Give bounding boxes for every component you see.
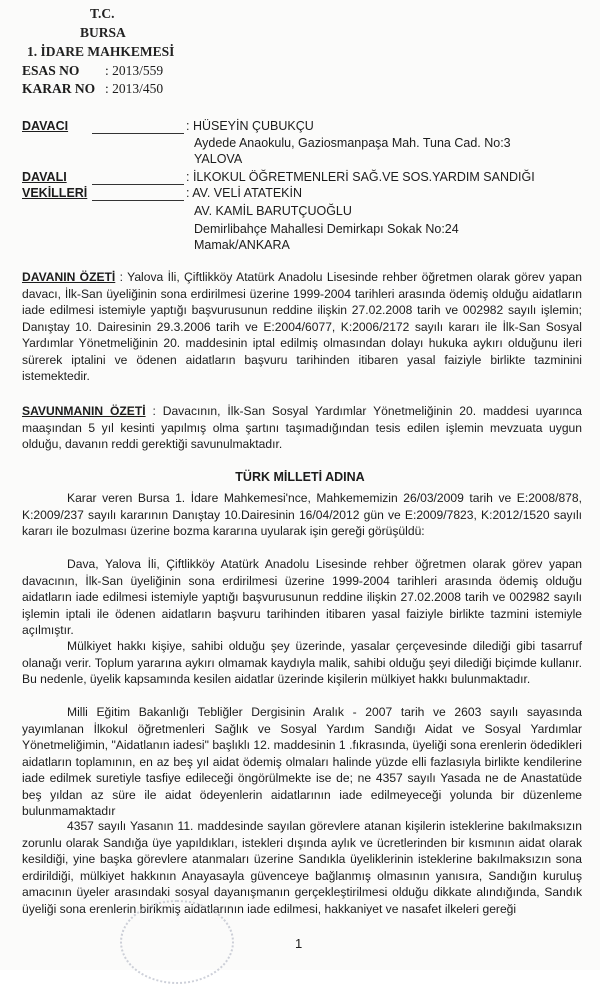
davaci-label: DAVACI [22,119,69,133]
body-paragraph-5: 4357 sayılı Yasanın 11. maddesinde sayılan görevlere atanan kişilerin isteklerine bakılmaksızın zorunlu olarak Sandığa üye yapıldıkları, istekleri dışında aylık ve ücretlerinden bir kısmının aidat olarak kesildiği, yine başka görevlere atanmaları üzerine Sandıkla üyeliklerinin isteklerine bakılmaksızın sona erdirildiği, mülkiyet hakkının Anayasayla güvenceye bağlanmış olmasının yanısıra, Sandığın kuruluş amacının üyeler arasındaki sosyal dayanışmanın gerçekleştirilmesi olduğu dikkate alındığında, Sandık üyeliği sona erenlerin birikmiş aidatlarının iade edilmesi, hakkaniyet ve nasafet ilkeleri gereği [22,819,582,916]
davali-label: DAVALI [22,170,67,184]
vekilleri-underline [92,200,184,201]
vekil-address-1: Demirlibahçe Mahallesi Demirkapı Sokak No:24 [194,222,459,236]
davaci-name: : HÜSEYİN ÇUBUKÇU [186,119,314,133]
davali-underline [92,184,184,185]
savunmanin-ozeti-label: SAVUNMANIN ÖZETİ [22,404,146,418]
davaci-address-1: Aydede Anaokulu, Gaziosmanpaşa Mah. Tuna Cad. No:3 [194,136,511,150]
header-city: BURSA [80,25,126,40]
vekil-address-2: Mamak/ANKARA [194,238,290,252]
savunmanin-ozeti-paragraph [22,403,582,453]
vekil-2: AV. KAMİL BARUTÇUOĞLU [194,204,352,218]
karar-value: : 2013/450 [105,81,164,96]
esas-value: : 2013/559 [105,63,164,78]
vekil-1: : AV. VELİ ATATEKİN [186,186,303,200]
faded-seal [120,900,234,984]
esas-row [22,63,163,79]
vekilleri-label: VEKİLLERİ [22,186,88,200]
davaci-underline [92,133,184,134]
body-paragraph-2: Dava, Yalova İli, Çiftlikköy Atatürk Anadolu Lisesinde rehber öğretmen olarak görev yapan davacının, İlk-San üyeliğinin sona erdirilmesi üzerine 1999-2004 tarihleri arasında ödemiş olduğu aidatların iade edilmesi istemiyle yaptığı başvurusunun reddine ilişkin 27.02.2008 tarih ve 002982 sayılı işlemin iptali ile ödenen aidatların başvuru tarihinden itibaren yasal faiziyle birlikte tazmini istemiyle açılmıştır. [22,557,582,637]
davanin-ozeti-label: DAVANIN ÖZETİ [22,270,116,284]
karar-label: KARAR NO [22,81,96,96]
karar-row [22,81,163,97]
davali-name: : İLKOKUL ÖĞRETMENLERİ SAĞ.VE SOS.YARDIM SANDIĞI [186,170,535,184]
page-number: 1 [295,936,303,951]
section-heading: TÜRK MİLLETİ ADINA [235,470,365,484]
body-paragraph-4: Milli Eğitim Bakanlığı Tebliğler Dergisinin Aralık - 2007 tarih ve 2603 sayılı sayasında yayımlanan İlkokul öğretmenleri Sağlık ve Sosyal Yardım Sandığı Aidat ve Sosyal Yardımlar Yönetmeliğimin, "Aidatlanın iadesi" başlıklı 12. maddesinin 1 .fıkrasında, üyeliği sona erenlerin ödedikleri aidatların toplamının, en az beş yıl aidat ödemiş olmaları halinde yüzde elli fazlasıyla birlikte kendilerine iade edilmek suretiyle tasfiye edileceği öngörülmekte ise de; ne 4357 sayılı Yasada ne de Anastatüde beş yıldan az süre ile aidat ödeyenlerin aidatlarının iade edilmeyeceği yolunda bir düzenleme bulunmamaktadır [22,705,582,818]
davanin-ozeti-paragraph [22,269,582,385]
body-paragraph-1: Karar veren Bursa 1. İdare Mahkemesi'nce, Mahkememizin 26/03/2009 tarih ve E:2008/878, K:2009/237 sayılı kararının Danıştay 10.Dairesinin 16/04/2012 gün ve E:2009/7823, K:2012/1520 sayılı kararı ile bozulması üzerine bozma kararına uyularak işin gereği görüşüldü: [22,491,582,538]
davanin-ozeti-text: : Yalova İli, Çiftlikköy Atatürk Anadolu Lisesinde rehber öğretmen olarak görev yapan davacı, İlk-San üyeliğinin sona erdirilmesi üzerine 1999-2004 tarihleri arasında ödemiş olduğu aidatların iade edilmesi istemiyle yaptığı başvurusunun reddine ilişkin 27.02.2008 tarih ve 002982 sayılı işlemin; Danıştay 10. Dairesinin 29.3.2006 tarih ve E:2004/6077, K:2006/2172 sayılı kararı ile İlk-San Sosyal Yardımlar Yönetmeliğinin 20. maddesinin iptal edilmiş olmasından dolayı hukuka aykırı olduğunu ileri sürerek iptalini ve ödenen aidatların başvuru tarihinden itibaren yasal faiziyle birlikte tazminini istemektedir. [22,270,582,383]
body-paragraph-3: Mülkiyet hakkı kişiye, sahibi olduğu şey üzerinde, yasalar çerçevesinde dilediği gibi tasarruf olanağı verir. Toplum yararına aykırı olmamak kaydıyla malik, sahibi olduğu şeyi dilediği biçimde kullanır. Bu nedenle, üyelik kapsamında kesilen aidatlar üzerinde kişilerin mülkiyet hakkı bulunmaktadır. [22,639,582,686]
header-court: 1. İDARE MAHKEMESİ [27,44,175,59]
header-tc: T.C. [90,6,115,21]
savunmanin-ozeti-text: : Davacının, İlk-San Sosyal Yardımlar Yönetmeliğinin 20. maddesi uyarınca maaşından 5 yıl kesinti yapılmış olma şartını taşımadığından tesis edilen işlemin mevzuata uygun olduğu, davanın reddi gerektiği savunulmaktadır. [22,404,582,451]
esas-label: ESAS NO [22,63,80,78]
davaci-address-2: YALOVA [194,152,243,166]
